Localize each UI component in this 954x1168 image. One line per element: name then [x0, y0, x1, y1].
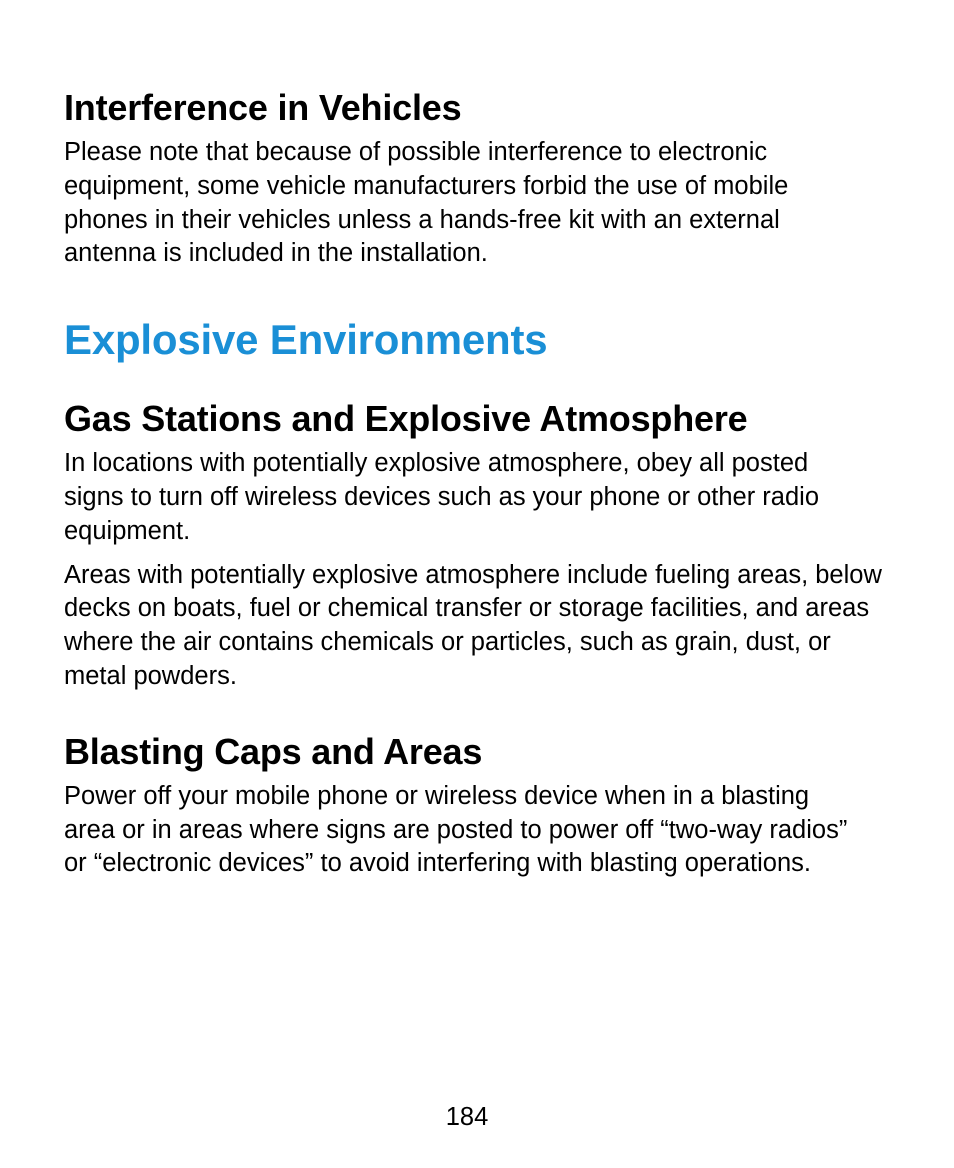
paragraph-blasting-caps: Power off your mobile phone or wireless device when in a blasting area or in areas where signs are posted to power off “two-way radios” or “electronic devices” to avoid interfering with blasting operations.: [64, 781, 848, 878]
heading-blasting-caps: Blasting Caps and Areas: [64, 730, 483, 772]
paragraph-gas-stations-1: In locations with potentially explosive atmosphere, obey all posted signs to turn off wireless devices such as your phone or other radio equipment.: [64, 449, 820, 545]
heading-interference-in-vehicles: Interference in Vehicles: [64, 87, 462, 128]
spacer: [64, 271, 894, 315]
spacer: [64, 694, 894, 730]
spacer: [64, 365, 894, 397]
heading-gas-stations: Gas Stations and Explosive Atmosphere: [64, 398, 748, 440]
spacer: [64, 549, 894, 559]
paragraph-interference-in-vehicles: Please note that because of possible interference to electronic equipment, some vehicle manufacturers forbid the use of mobile phones in their vehicles unless a hands-free kit with an external antenna is included in the installation.: [64, 138, 789, 268]
heading-explosive-environments: Explosive Environments: [64, 316, 548, 364]
paragraph-gas-stations-2: Areas with potentially explosive atmosphere include fueling areas, below decks on boats, fuel or chemical transfer or storage facilities, and areas where the air contains chemicals or particles, such as grain, dust, or metal powders.: [64, 560, 882, 690]
page-content: [64, 86, 894, 881]
page-number: 184: [445, 1103, 489, 1131]
